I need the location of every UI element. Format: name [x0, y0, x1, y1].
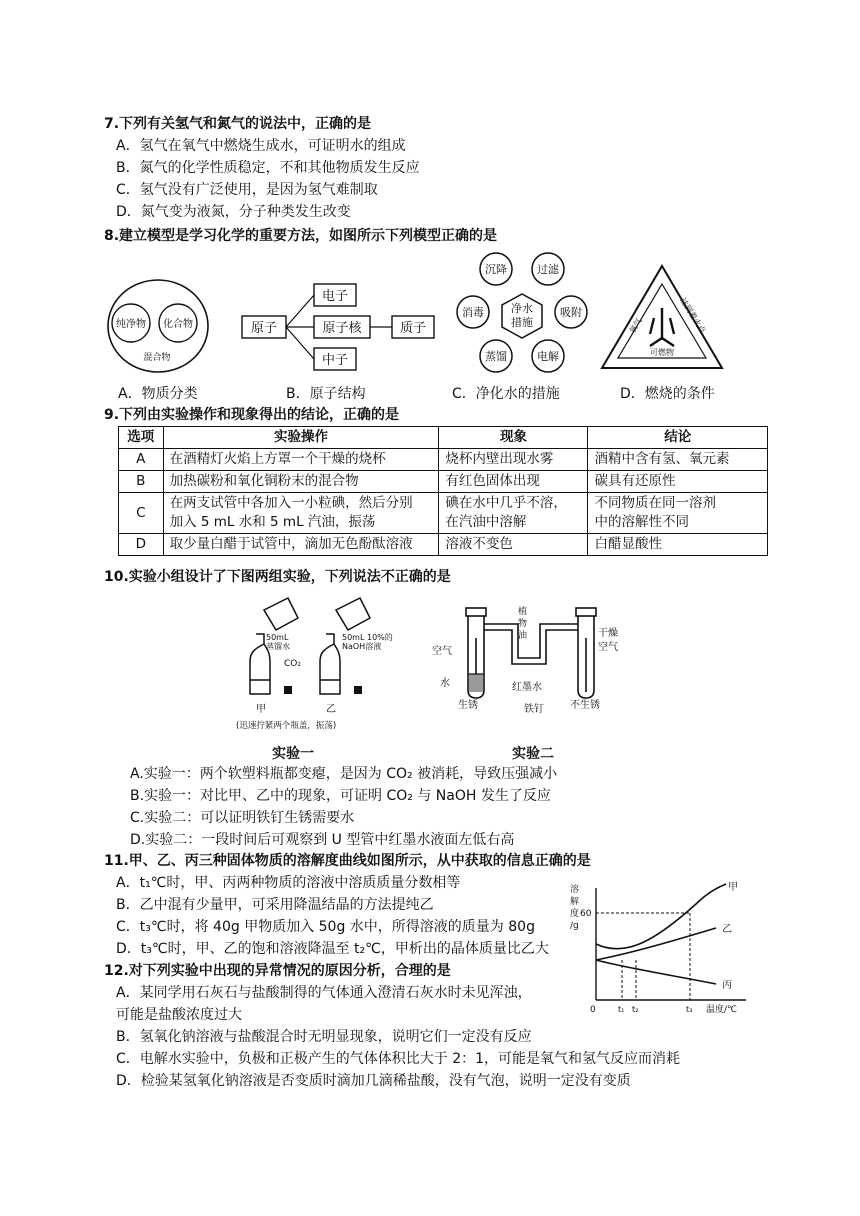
curve-bing [596, 960, 716, 984]
table-row [119, 471, 768, 493]
q8-stem: 8.建立模型是学习化学的重要方法，如图所示下列模型正确的是 [104, 228, 498, 244]
curve-yi [596, 928, 716, 960]
q11-option-b: B．乙中混有少量甲，可采用降温结晶的方法提纯乙 [116, 897, 434, 913]
row-operation-line: 在两支试管中各加入一小粒碘，然后分别 [169, 495, 413, 511]
model-c-item: 过滤 [537, 263, 559, 276]
chart-ytick-60: 60 [580, 909, 592, 919]
q10-option-c: C.实验二：可以证明铁钉生锈需要水 [130, 810, 355, 826]
q12-stem: 12.对下列实验中出现的异常情况的原因分析，合理的是 [104, 963, 451, 979]
row-conclusion [588, 493, 768, 534]
model-c-item: 消毒 [462, 306, 484, 319]
exp1-note: (迅速拧紧两个瓶盖，振荡) [236, 721, 337, 731]
q11-stem: 11.甲、乙、丙三种固体物质的溶解度曲线如图所示，从中获取的信息正确的是 [104, 853, 591, 869]
model-c-item: 蒸馏 [485, 350, 507, 363]
row-conclusion: 碳具有还原性 [588, 471, 768, 493]
q9-stem: 9.下列由实验操作和现象得出的结论，正确的是 [104, 407, 400, 423]
row-operation: 在酒精灯火焰上方罩一个干燥的烧杯 [163, 449, 439, 471]
row-conclusion-line: 中的溶解性不同 [594, 514, 689, 530]
chart-ylabel-1: 溶 [570, 885, 580, 895]
model-c-item: 电解 [537, 350, 559, 363]
table-row [119, 449, 768, 471]
table-row [119, 534, 768, 556]
chart-label-jia: 甲 [728, 882, 738, 893]
row-conclusion: 白醋显酸性 [588, 534, 768, 556]
q12-option-d: D．检验某氢氧化钠溶液是否变质时滴加几滴稀盐酸，没有气泡，说明一定没有变质 [116, 1073, 631, 1089]
model-c-item: 吸附 [560, 306, 582, 319]
chart-label-bing: 丙 [722, 980, 732, 991]
model-b-nucleus: 原子核 [322, 321, 362, 336]
model-c-center-1: 净水 [511, 302, 533, 315]
chart-origin: 0 [590, 1005, 596, 1015]
row-phenomenon: 有红色固体出现 [439, 471, 588, 493]
exp2-dryair-2: 空气 [598, 642, 618, 653]
row-operation: 加热碳粉和氧化铜粉末的混合物 [163, 471, 439, 493]
fire-icon [650, 308, 674, 346]
exp1-caption: 实验一 [272, 746, 314, 762]
row-operation-line: 加入 5 mL 水和 5 mL 汽油，振荡 [169, 514, 376, 530]
model-d-diagram [598, 262, 728, 374]
q10-option-b: B.实验一：对比甲、乙中的现象，可证明 CO₂ 与 NaOH 发生了反应 [130, 788, 551, 804]
q9-table [118, 426, 768, 556]
curve-jia [596, 884, 726, 949]
exp2-red-ink: 红墨水 [512, 682, 542, 693]
col-header-option: 选项 [119, 427, 164, 449]
model-d-bottom: 可燃物 [650, 348, 674, 357]
model-c-center-2: 措施 [511, 316, 533, 329]
table-row [119, 493, 768, 534]
model-b-electron: 电子 [321, 289, 349, 304]
chart-t3: t₃ [686, 1005, 693, 1014]
chart-yunit: /g [570, 921, 579, 931]
q12-option-b: B．氢氧化钠溶液与盐酸混合时无明显现象，说明它们一定没有反应 [116, 1029, 532, 1045]
row-option: A [119, 449, 164, 471]
q12-option-c: C．电解水实验中，负极和正极产生的气体体积比大于 2：1，可能是氧气和氢气反应而消耗 [116, 1051, 681, 1067]
col-header-conclusion: 结论 [588, 427, 768, 449]
q7-option-c: C．氢气没有广泛使用，是因为氢气难制取 [116, 182, 378, 198]
model-b-proton: 质子 [399, 321, 427, 336]
model-a-caption: A．物质分类 [118, 386, 198, 402]
model-d-caption: D．燃烧的条件 [620, 386, 715, 402]
exp1-jia: 甲 [256, 704, 266, 715]
model-d-right: 达到着火点 [678, 296, 708, 335]
chart-ylabel-3: 度 [570, 909, 580, 919]
row-phenomenon-line: 碘在水中几乎不溶， [445, 495, 567, 511]
model-b-atom: 原子 [250, 321, 278, 336]
exp2-dryair-1: 干燥 [598, 628, 618, 639]
exp1-co2: CO₂ [284, 659, 301, 669]
exp2-water: 水 [440, 678, 450, 689]
model-a-diagram [104, 276, 216, 376]
col-header-operation: 实验操作 [163, 427, 439, 449]
exp2-oil-2: 物 [518, 619, 528, 629]
q7-stem: 7.下列有关氢气和氮气的说法中，正确的是 [104, 116, 372, 132]
solubility-curve-chart [566, 880, 756, 1020]
exp1-water-1: 50mL [266, 633, 289, 642]
exp2-caption: 实验二 [512, 746, 554, 762]
experiment-2-diagram [428, 598, 638, 722]
model-a-right: 化合物 [163, 319, 193, 330]
exp2-oil-1: 植 [518, 607, 528, 617]
row-conclusion-line: 不同物质在同一溶剂 [594, 495, 716, 511]
row-conclusion: 酒精中含有氢、氧元素 [588, 449, 768, 471]
q11-option-d: D．t₃℃时，甲、乙的饱和溶液降温至 t₂℃，甲析出的晶体质量比乙大 [116, 941, 549, 957]
exp1-naoh-1: 50mL 10%的 [342, 633, 393, 642]
q10-stem: 10.实验小组设计了下图两组实验，下列说法不正确的是 [104, 569, 451, 585]
exp2-no-rust: 不生锈 [570, 700, 600, 711]
exp1-water-2: 蒸馏水 [266, 642, 290, 651]
row-operation: 取少量白醋于试管中，滴加无色酚酞溶液 [163, 534, 439, 556]
chart-ylabel-2: 解 [570, 897, 580, 907]
model-c-item: 沉降 [485, 263, 507, 276]
table-header-row [119, 427, 768, 449]
exp1-naoh-2: NaOH溶液 [342, 642, 382, 651]
experiment-1-diagram [226, 590, 416, 740]
row-option: D [119, 534, 164, 556]
q7-option-b: B．氮气的化学性质稳定，不和其他物质发生反应 [116, 160, 420, 176]
exp2-air: 空气 [432, 646, 452, 657]
chart-t1: t₁ [618, 1005, 625, 1014]
q7-option-d: D．氮气变为液氮，分子种类发生改变 [116, 204, 351, 220]
chart-xlabel: 温度/℃ [706, 1005, 738, 1015]
row-phenomenon: 溶液不变色 [439, 534, 588, 556]
model-b-diagram [238, 280, 438, 372]
model-b-caption: B．原子结构 [286, 386, 366, 402]
exp2-nail: 铁钉 [524, 704, 544, 715]
exp2-oil-3: 油 [518, 631, 528, 641]
q10-option-a: A.实验一：两个软塑料瓶都变瘪，是因为 CO₂ 被消耗，导致压强减小 [130, 766, 558, 782]
q10-option-d: D.实验二：一段时间后可观察到 U 型管中红墨水液面左低右高 [130, 832, 515, 848]
q11-option-a: A．t₁℃时，甲、丙两种物质的溶液中溶质质量分数相等 [116, 875, 461, 891]
model-a-bottom: 混合物 [143, 353, 171, 363]
chart-t2: t₂ [632, 1005, 639, 1014]
model-a-left: 纯净物 [116, 319, 146, 330]
model-b-neutron: 中子 [321, 353, 349, 368]
col-header-phenomenon: 现象 [439, 427, 588, 449]
row-phenomenon-line: 在汽油中溶解 [445, 514, 527, 530]
row-phenomenon: 烧杯内壁出现水雾 [439, 449, 588, 471]
chart-label-yi: 乙 [722, 924, 732, 935]
q11-option-c: C．t₃℃时，将 40g 甲物质加入 50g 水中，所得溶液的质量为 80g [116, 919, 535, 935]
model-d-left: 氧气 [627, 316, 644, 335]
row-operation [163, 493, 439, 534]
row-option: C [119, 493, 164, 534]
q12-option-a-line1: A．某同学用石灰石与盐酸制得的气体通入澄清石灰水时未见浑浊， [116, 985, 532, 1001]
model-c-caption: C．净化水的措施 [452, 386, 560, 402]
q12-option-a-line2: 可能是盐酸浓度过大 [116, 1007, 242, 1023]
exp2-rust: 生锈 [458, 700, 478, 711]
q7-option-a: A．氢气在氧气中燃烧生成水，可证明水的组成 [116, 138, 406, 154]
row-phenomenon [439, 493, 588, 534]
row-option: B [119, 471, 164, 493]
model-c-diagram [452, 250, 592, 380]
exp1-yi: 乙 [326, 704, 336, 715]
